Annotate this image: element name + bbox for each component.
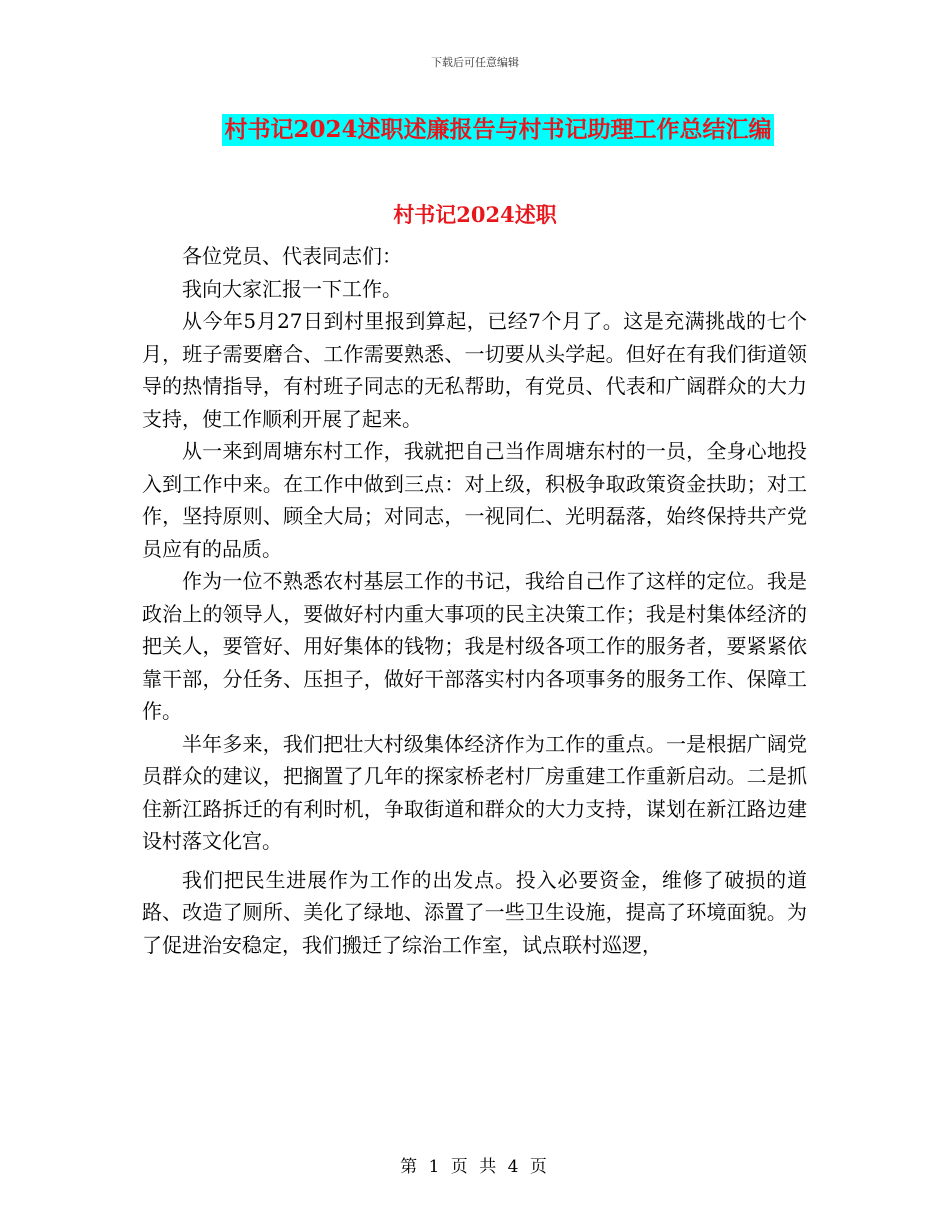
document-title-container xyxy=(0,114,950,146)
header-note: 下载后可任意编辑 xyxy=(431,56,519,69)
document-body xyxy=(142,240,807,961)
paragraph: 作为一位不熟悉农村基层工作的书记，我给自己作了这样的定位。我是政治上的领导人，要做好村内重大事项的民主决策工作；我是村集体经济的把关人，要管好、用好集体的钱物；我是村级各项工作的服务者，要紧紧依靠干部，分任务、压担子，做好干部落实村内各项事务的服务工作、保障工作。 xyxy=(142,569,807,723)
paragraph: 从一来到周塘东村工作，我就把自己当作周塘东村的一员，全身心地投入到工作中来。在工作中做到三点：对上级，积极争取政策资金扶助；对工作，坚持原则、顾全大局；对同志，一视同仁、光明磊落，始终保持共产党员应有的品质。 xyxy=(142,439,807,561)
page-number: 第 1 页 共 4 页 xyxy=(400,1157,550,1177)
paragraph: 半年多来，我们把壮大村级集体经济作为工作的重点。一是根据广阔党员群众的建议，把搁置了几年的探家桥老村厂房重建工作重新启动。二是抓住新江路拆迁的有利时机，争取街道和群众的大力支持，谋划在新江路边建设村落文化宫。 xyxy=(142,731,807,853)
paragraph-salutation: 各位党员、代表同志们： xyxy=(182,244,402,268)
paragraph: 从今年5月27日到村里报到算起，已经7个月了。这是充满挑战的七个月，班子需要磨合、工作需要熟悉、一切要从头学起。但好在有我们街道领导的热情指导，有村班子同志的无私帮助，有党员、代表和广阔群众的大力支持，使工作顺利开展了起来。 xyxy=(142,309,807,431)
paragraph: 我向大家汇报一下工作。 xyxy=(182,276,402,301)
document-title: 村书记2024述职述廉报告与村书记助理工作总结汇编 xyxy=(222,114,773,146)
section-title: 村书记2024述职 xyxy=(393,202,557,227)
paragraph: 我们把民生进展作为工作的出发点。投入必要资金，维修了破损的道路、改造了厕所、美化了绿地、添置了一些卫生设施，提高了环境面貌。为了促进治安稳定，我们搬迁了综治工作室，试点联村巡逻， xyxy=(142,867,807,957)
